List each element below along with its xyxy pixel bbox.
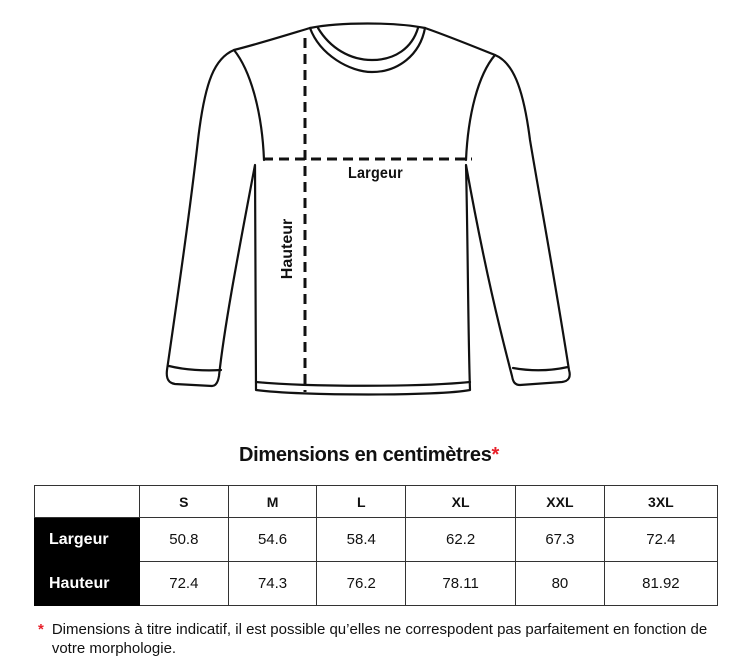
collar-outer xyxy=(310,28,425,72)
size-header-row xyxy=(35,486,718,518)
hauteur-label: Hauteur xyxy=(279,218,296,280)
size-header-m: M xyxy=(228,486,317,518)
table-row xyxy=(35,518,718,562)
size-header-xl: XL xyxy=(406,486,516,518)
tshirt-outline xyxy=(167,28,570,395)
table-cell: 72.4 xyxy=(604,518,717,562)
table-cell: 67.3 xyxy=(516,518,605,562)
footnote xyxy=(38,620,728,658)
table-cell: 62.2 xyxy=(406,518,516,562)
table-title xyxy=(0,444,738,467)
collar-inner xyxy=(318,28,418,60)
table-title-text: Dimensions en centimètres xyxy=(238,444,492,466)
row-label-largeur: Largeur xyxy=(35,518,140,562)
table-cell: 50.8 xyxy=(140,518,229,562)
table-cell: 81.92 xyxy=(604,562,717,606)
left-sleeve-seam xyxy=(234,50,264,160)
corner-cell xyxy=(35,486,140,518)
size-header-3xl: 3XL xyxy=(604,486,717,518)
size-header-s: S xyxy=(140,486,229,518)
size-header-l: L xyxy=(317,486,406,518)
size-table xyxy=(34,485,718,606)
table-cell: 76.2 xyxy=(317,562,406,606)
right-sleeve-seam xyxy=(466,55,495,160)
table-cell: 72.4 xyxy=(140,562,229,606)
footnote-asterisk: * xyxy=(38,621,44,638)
row-label-hauteur: Hauteur xyxy=(35,562,140,606)
footnote-text: Dimensions à titre indicatif, il est possible qu’elles ne correspodent pas parfaitement en fonction de votre morphologie. xyxy=(51,621,708,657)
table-cell: 58.4 xyxy=(317,518,406,562)
table-cell: 80 xyxy=(516,562,605,606)
largeur-label: Largeur xyxy=(348,165,403,182)
table-cell: 78.11 xyxy=(406,562,516,606)
table-cell: 54.6 xyxy=(228,518,317,562)
size-header-xxl: XXL xyxy=(516,486,605,518)
title-asterisk: * xyxy=(491,444,500,466)
table-cell: 74.3 xyxy=(228,562,317,606)
table-row xyxy=(35,562,718,606)
